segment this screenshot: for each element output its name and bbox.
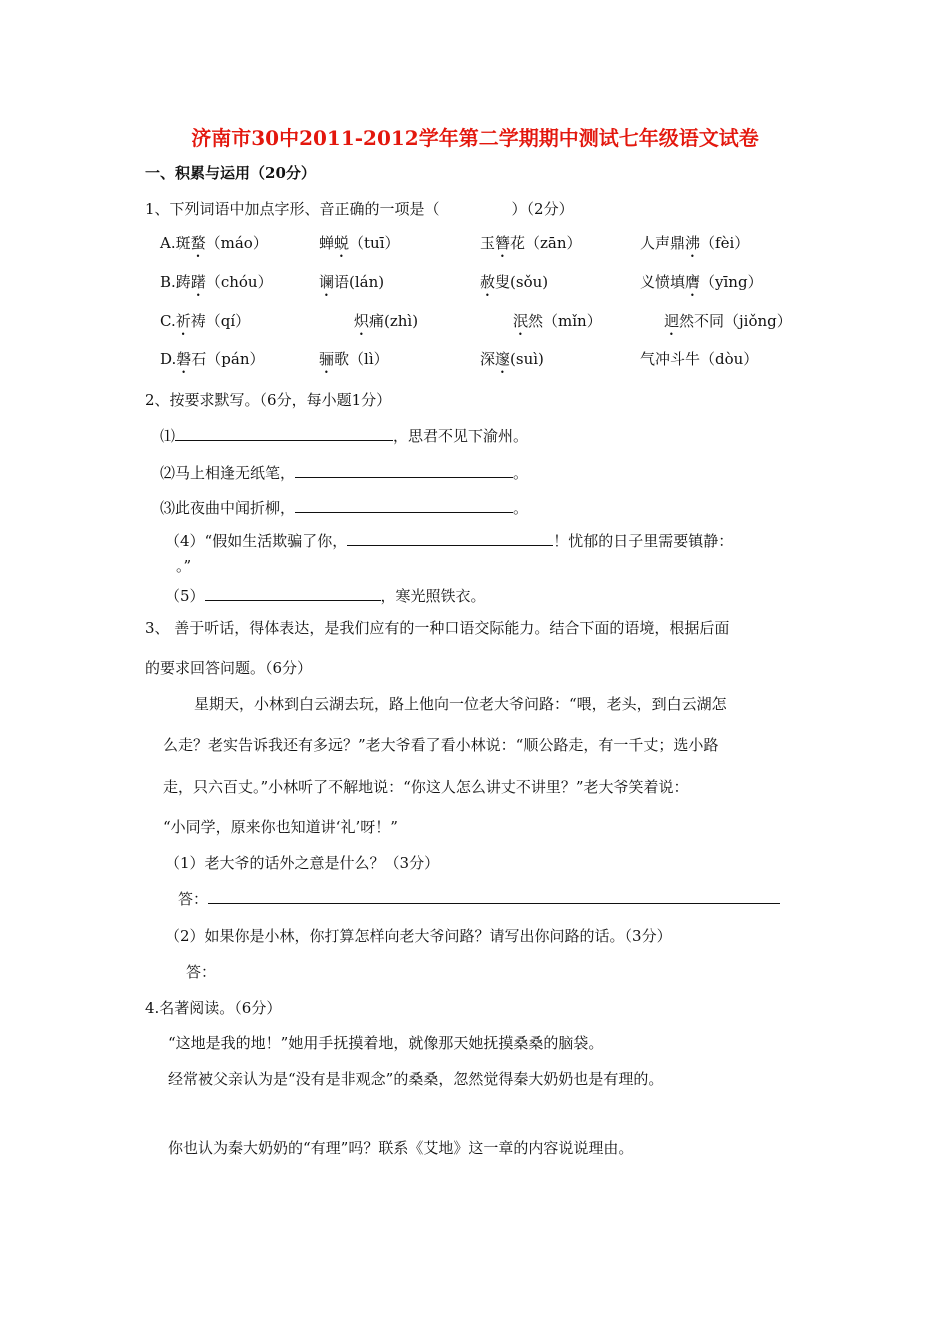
q3-stem-line-1: 3、 善于听话，得体表达，是我们应有的一种口语交际能力。结合下面的语境，根据后面 bbox=[145, 619, 730, 637]
q1-option-label: B. bbox=[160, 273, 176, 291]
exam-title: 济南市30中2011-2012学年第二学期期中测试七年级语文试卷 bbox=[191, 126, 759, 150]
q1-word-suffix: （chóu） bbox=[205, 273, 273, 291]
q1-option-a-item-1 bbox=[160, 233, 268, 261]
q2-line-4-cont: 。” bbox=[176, 557, 192, 575]
q1-option-d-item-2 bbox=[319, 349, 389, 377]
q1-option-label: D. bbox=[160, 350, 177, 368]
q4-quote-1: “这地是我的地！”她用手抚摸着地，就像那天她抚摸桑桑的脑袋。 bbox=[168, 1034, 604, 1052]
q1-dotted-character: 迥 bbox=[664, 312, 680, 330]
q2-line-1-number: ⑴ bbox=[160, 427, 176, 445]
q2-line-2-prefix: ⑵马上相逢无纸笔， bbox=[160, 464, 296, 482]
q1-dotted-character: 膺 bbox=[685, 273, 701, 291]
q1-option-c-item-4 bbox=[664, 311, 792, 339]
q1-dotted-character: 炽 bbox=[354, 312, 370, 330]
q3-sub-question-2: （2）如果你是小林，你打算怎样向老大爷问路？请写出你问路的话。（3分） bbox=[165, 927, 672, 945]
q3-answer-1-label: 答： bbox=[178, 890, 209, 908]
q2-blank-3[interactable] bbox=[295, 498, 513, 513]
q4-prompt: 你也认为秦大奶奶的“有理”吗？联系《艾地》这一章的内容说说理由。 bbox=[168, 1139, 634, 1157]
q1-dotted-character: 躇 bbox=[190, 273, 206, 291]
q1-dotted-character: 磐 bbox=[176, 350, 192, 368]
q3-stem-line-2: 的要求回答问题。（6分） bbox=[145, 659, 313, 677]
q1-option-d-item-4 bbox=[640, 349, 758, 377]
q1-word-prefix: 深 bbox=[480, 350, 496, 368]
q1-option-d-item-3 bbox=[480, 349, 544, 377]
q4-quote-2: 经常被父亲认为是“没有是非观念”的桑桑，忽然觉得秦大奶奶也是有理的。 bbox=[168, 1070, 664, 1088]
q1-option-c-item-2 bbox=[354, 311, 418, 339]
q1-word-suffix: 痛(zhì) bbox=[369, 312, 419, 330]
q2-line-4 bbox=[165, 531, 733, 551]
q1-stem-prefix: 1、下列词语中加点字形、音正确的一项是（ bbox=[145, 200, 440, 218]
q3-answer-1-line[interactable] bbox=[208, 889, 780, 904]
q1-option-b-item-3 bbox=[480, 272, 548, 300]
q1-option-a-item-3 bbox=[480, 233, 582, 261]
q1-word-suffix: 然不同（jiǒng） bbox=[679, 312, 792, 330]
q1-word-suffix: 花（zān） bbox=[510, 234, 582, 252]
q1-word-prefix: 踌 bbox=[175, 273, 191, 291]
q1-dotted-character: 蝥 bbox=[190, 234, 206, 252]
q3-story-line-3: 走，只六百丈。”小林听了不解地说：“你这人怎么讲丈不讲里？”老大爷笑着说： bbox=[163, 778, 689, 796]
q2-line-5 bbox=[165, 586, 486, 606]
q2-line-5-text: ，寒光照铁衣。 bbox=[380, 587, 486, 605]
q2-blank-5[interactable] bbox=[205, 586, 381, 601]
q1-dotted-character: 谰 bbox=[319, 273, 335, 291]
q2-line-4-text: ！忧郁的日子里需要镇静： bbox=[553, 532, 734, 550]
q3-sub-question-1: （1）老大爷的话外之意是什么？（3分） bbox=[165, 854, 440, 872]
q1-word-prefix: 人声鼎 bbox=[640, 234, 686, 252]
q1-word-suffix: 叟(sǒu) bbox=[495, 273, 549, 291]
q2-line-2-text: 。 bbox=[513, 464, 529, 482]
q2-line-4-prefix: （4）“假如生活欺骗了你， bbox=[165, 532, 348, 550]
q2-line-3 bbox=[160, 498, 528, 518]
q1-word-suffix: 祷（qí） bbox=[190, 312, 251, 330]
q1-dotted-character: 沸 bbox=[685, 234, 701, 252]
q1-stem-suffix: ）（2分） bbox=[511, 200, 574, 218]
q1-word-suffix: (suì) bbox=[510, 350, 544, 368]
q1-word-suffix: （fèi） bbox=[700, 234, 750, 252]
q1-word-suffix: （tuī） bbox=[349, 234, 400, 252]
q2-stem: 2、按要求默写。（6分，每小题1分） bbox=[145, 391, 392, 409]
q1-word-suffix: （yīng） bbox=[700, 273, 763, 291]
q1-dotted-character: 蜕 bbox=[334, 234, 350, 252]
section-1-heading: 一、积累与运用（20分） bbox=[145, 164, 316, 182]
q1-word-suffix: 然（mǐn） bbox=[528, 312, 602, 330]
q1-answer-blank[interactable] bbox=[440, 200, 512, 214]
q1-word-prefix: 玉 bbox=[480, 234, 496, 252]
q1-option-c-item-3 bbox=[513, 311, 602, 339]
q2-line-1 bbox=[160, 426, 528, 446]
q3-answer-1 bbox=[178, 889, 780, 909]
q1-option-b-item-1 bbox=[160, 272, 273, 300]
q1-word-suffix: 歌（lì） bbox=[334, 350, 389, 368]
q1-word-prefix: 蝉 bbox=[319, 234, 335, 252]
q1-dotted-character: 祈 bbox=[175, 312, 191, 330]
q2-line-2 bbox=[160, 463, 528, 483]
q1-dotted-character: 骊 bbox=[319, 350, 335, 368]
q1-option-c-item-1 bbox=[160, 311, 250, 339]
q2-blank-2[interactable] bbox=[295, 463, 513, 478]
q1-stem bbox=[145, 199, 574, 219]
q1-dotted-character: 簪 bbox=[495, 234, 511, 252]
q3-story-line-2: 么走？老实告诉我还有多远？”老大爷看了看小林说：“顺公路走，有一千丈；选小路 bbox=[163, 736, 719, 754]
q2-line-5-prefix: （5） bbox=[165, 587, 205, 605]
q1-option-b-item-2 bbox=[319, 272, 384, 300]
q1-option-label: A. bbox=[160, 234, 176, 252]
q1-option-label: C. bbox=[160, 312, 176, 330]
q2-line-3-text: 。 bbox=[513, 499, 529, 517]
q1-dotted-character: 邃 bbox=[495, 350, 511, 368]
q1-word-prefix: 气冲斗牛（dòu） bbox=[640, 350, 759, 368]
q1-word-suffix: 石（pán） bbox=[191, 350, 265, 368]
q1-option-b-item-4 bbox=[640, 272, 763, 300]
q3-answer-2-label: 答： bbox=[186, 963, 217, 981]
q1-word-suffix: （máo） bbox=[205, 234, 268, 252]
q2-line-3-prefix: ⑶此夜曲中闻折柳， bbox=[160, 499, 296, 517]
q2-blank-1[interactable] bbox=[175, 426, 393, 441]
q3-story-line-1: 星期天，小林到白云湖去玩，路上他向一位老大爷问路：“喂，老头，到白云湖怎 bbox=[194, 695, 727, 713]
q1-word-suffix: 语(lán) bbox=[334, 273, 385, 291]
q2-line-1-text: ，思君不见下渝州。 bbox=[393, 427, 529, 445]
q1-word-prefix: 义愤填 bbox=[640, 273, 686, 291]
q1-dotted-character: 赦 bbox=[480, 273, 496, 291]
q4-stem: 4.名著阅读。（6分） bbox=[145, 999, 282, 1017]
q1-dotted-character: 泯 bbox=[513, 312, 529, 330]
q1-option-d-item-1 bbox=[160, 349, 265, 377]
q1-option-a-item-2 bbox=[319, 233, 400, 261]
q1-option-a-item-4 bbox=[640, 233, 749, 261]
q2-blank-4[interactable] bbox=[347, 531, 553, 546]
q1-word-prefix: 斑 bbox=[175, 234, 191, 252]
q3-story-line-4: “小同学，原来你也知道讲‘礼’呀！” bbox=[163, 818, 398, 836]
